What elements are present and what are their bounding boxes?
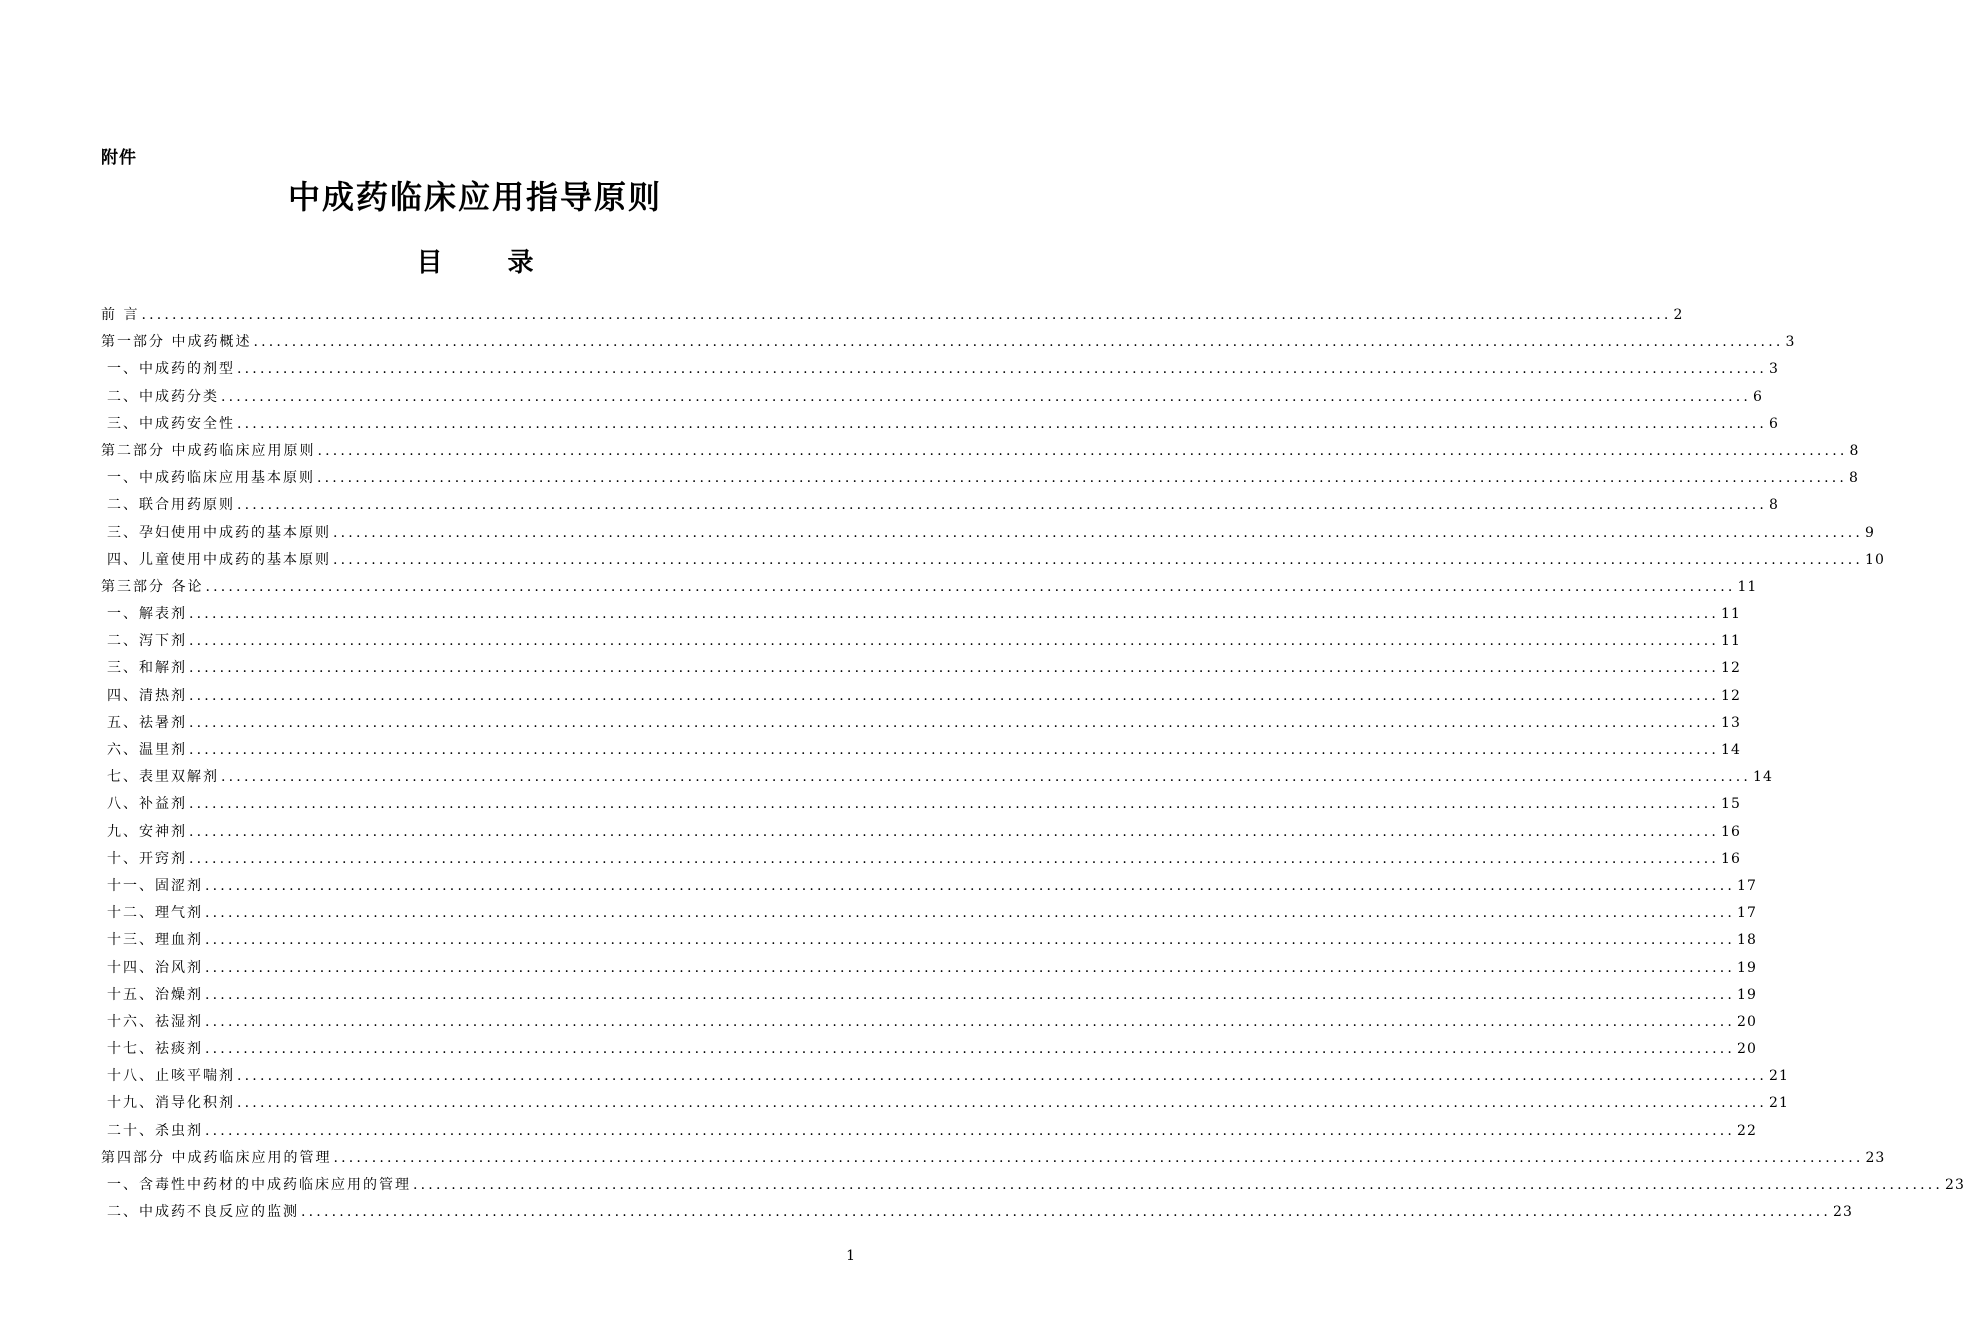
toc-dot-leader: ........................................................................................................................................................................................................: [189, 606, 1720, 623]
toc-entry-page: 17: [1737, 905, 1757, 922]
toc-dot-leader: ........................................................................................................................................................................................................: [205, 905, 1736, 922]
toc-entry-label: 第二部分 中成药临床应用原则: [101, 442, 316, 459]
toc-dot-leader: ........................................................................................................................................................................................................: [205, 877, 1736, 894]
toc-entry[interactable]: [101, 1120, 1757, 1147]
toc-entry-page: 15: [1721, 796, 1741, 813]
toc-entry[interactable]: [101, 848, 1741, 875]
toc-entry-page: 6: [1753, 388, 1763, 405]
toc-entry-label: 第三部分 各论: [101, 578, 204, 595]
toc-dot-leader: ........................................................................................................................................................................................................: [189, 660, 1720, 677]
toc-entry-page: 13: [1721, 714, 1741, 731]
toc-entry-label: 二、联合用药原则: [107, 497, 235, 514]
toc-dot-leader: ........................................................................................................................................................................................................: [253, 334, 1784, 351]
toc-dot-leader: ........................................................................................................................................................................................................: [237, 1068, 1768, 1085]
toc-entry-page: 11: [1721, 633, 1741, 650]
toc-entry[interactable]: [101, 929, 1757, 956]
toc-dot-leader: ........................................................................................................................................................................................................: [205, 1013, 1736, 1030]
toc-entry-label: 前 言: [101, 307, 140, 323]
toc-entry-label: 十五、治燥剂: [107, 986, 203, 1003]
toc-entry[interactable]: [101, 549, 1885, 576]
document-title: 中成药临床应用指导原则: [287, 178, 662, 216]
toc-dot-leader: ........................................................................................................................................................................................................: [189, 687, 1720, 704]
toc-dot-leader: ........................................................................................................................................................................................................: [189, 714, 1720, 731]
toc-dot-leader: ........................................................................................................................................................................................................: [141, 307, 1672, 323]
toc-entry[interactable]: [101, 1147, 1886, 1174]
toc-entry-label: 十七、祛痰剂: [107, 1041, 203, 1058]
toc-entry-page: 2: [1673, 307, 1684, 323]
toc-dot-leader: ........................................................................................................................................................................................................: [205, 1122, 1736, 1139]
toc-entry-page: 16: [1721, 823, 1741, 840]
toc-dot-leader: ........................................................................................................................................................................................................: [301, 1204, 1832, 1221]
page-number: 1: [846, 1248, 855, 1264]
toc-entry[interactable]: [101, 386, 1763, 413]
toc-dot-leader: ........................................................................................................................................................................................................: [237, 1095, 1768, 1112]
toc-entry-label: 一、解表剂: [107, 606, 187, 623]
toc-entry[interactable]: [101, 657, 1741, 684]
toc-entry-label: 十二、理气剂: [107, 905, 203, 922]
toc-entry[interactable]: [101, 793, 1741, 820]
toc-entry-page: 9: [1865, 524, 1875, 541]
toc-dot-leader: ........................................................................................................................................................................................................: [237, 361, 1768, 378]
toc-entry[interactable]: [101, 413, 1779, 440]
toc-entry-page: 14: [1721, 742, 1741, 758]
toc-dot-leader: ........................................................................................................................................................................................................: [189, 796, 1720, 813]
toc-entry[interactable]: [101, 957, 1757, 984]
toc-dot-leader: ........................................................................................................................................................................................................: [189, 850, 1720, 867]
toc-entry-label: 十三、理血剂: [107, 932, 203, 949]
toc-dot-leader: ........................................................................................................................................................................................................: [205, 986, 1736, 1003]
toc-entry-label: 二、泻下剂: [107, 633, 187, 650]
toc-entry-label: 一、中成药的剂型: [107, 361, 235, 378]
toc-dot-leader: ........................................................................................................................................................................................................: [189, 633, 1720, 650]
toc-entry-page: 11: [1721, 606, 1741, 623]
table-of-contents: [101, 304, 1965, 1228]
toc-entry-label: 五、祛暑剂: [107, 714, 187, 731]
toc-entry-page: 19: [1737, 959, 1757, 976]
toc-entry-page: 20: [1737, 1013, 1757, 1030]
toc-entry-label: 一、含毒性中药材的中成药临床应用的管理: [107, 1177, 411, 1193]
toc-entry-label: 十四、治风剂: [107, 959, 203, 976]
toc-dot-leader: ........................................................................................................................................................................................................: [333, 1149, 1864, 1166]
toc-entry-label: 八、补益剂: [107, 796, 187, 813]
toc-entry-label: 四、清热剂: [107, 687, 187, 704]
toc-dot-leader: ........................................................................................................................................................................................................: [237, 497, 1768, 514]
toc-dot-leader: ........................................................................................................................................................................................................: [333, 551, 1864, 568]
toc-entry-page: 16: [1721, 850, 1741, 867]
toc-entry-label: 三、和解剂: [107, 660, 187, 677]
toc-entry-label: 第一部分 中成药概述: [101, 334, 252, 351]
attachment-label: 附件: [101, 148, 137, 168]
toc-entry[interactable]: [101, 1092, 1789, 1119]
toc-entry-page: 8: [1849, 442, 1860, 459]
toc-entry-page: 14: [1753, 769, 1773, 786]
toc-entry-page: 3: [1785, 334, 1796, 351]
toc-entry-label: 第四部分 中成药临床应用的管理: [101, 1149, 332, 1166]
toc-entry[interactable]: [101, 875, 1757, 902]
toc-entry-page: 8: [1849, 470, 1859, 487]
toc-entry[interactable]: [101, 358, 1779, 385]
toc-entry-page: 18: [1737, 932, 1757, 949]
toc-entry[interactable]: [101, 984, 1757, 1011]
toc-entry[interactable]: [101, 1011, 1757, 1038]
toc-entry-label: 十一、固涩剂: [107, 877, 203, 894]
toc-dot-leader: ........................................................................................................................................................................................................: [205, 1041, 1736, 1058]
toc-entry[interactable]: [101, 576, 1758, 603]
toc-heading: 目 录: [416, 248, 562, 278]
toc-entry-label: 六、温里剂: [107, 742, 187, 758]
toc-entry-label: 二十、杀虫剂: [107, 1122, 203, 1139]
toc-entry-page: 17: [1737, 877, 1757, 894]
toc-entry[interactable]: [101, 494, 1779, 521]
toc-dot-leader: ........................................................................................................................................................................................................: [205, 932, 1736, 949]
toc-entry-label: 三、中成药安全性: [107, 415, 235, 432]
toc-entry-page: 21: [1769, 1068, 1789, 1085]
toc-entry-page: 23: [1833, 1204, 1853, 1221]
toc-dot-leader: ........................................................................................................................................................................................................: [413, 1177, 1944, 1193]
toc-entry-page: 12: [1721, 660, 1741, 677]
toc-entry[interactable]: [101, 522, 1875, 549]
toc-entry[interactable]: [101, 712, 1741, 739]
toc-entry-page: 23: [1945, 1177, 1965, 1193]
toc-entry[interactable]: [101, 766, 1773, 793]
toc-dot-leader: ........................................................................................................................................................................................................: [221, 769, 1752, 786]
toc-entry-label: 四、儿童使用中成药的基本原则: [107, 551, 331, 568]
toc-entry-page: 19: [1737, 986, 1757, 1003]
toc-dot-leader: ........................................................................................................................................................................................................: [237, 415, 1768, 432]
toc-entry-page: 10: [1865, 551, 1885, 568]
toc-entry[interactable]: [101, 440, 1860, 467]
toc-dot-leader: ........................................................................................................................................................................................................: [205, 578, 1736, 595]
toc-entry-page: 21: [1769, 1095, 1789, 1112]
toc-entry-page: 12: [1721, 687, 1741, 704]
toc-dot-leader: ........................................................................................................................................................................................................: [317, 442, 1848, 459]
toc-entry-label: 七、表里双解剂: [107, 769, 219, 786]
toc-entry-label: 九、安神剂: [107, 823, 187, 840]
toc-entry[interactable]: [101, 902, 1757, 929]
toc-entry[interactable]: [101, 821, 1741, 848]
toc-entry-label: 十六、祛湿剂: [107, 1013, 203, 1030]
toc-entry-page: 6: [1769, 415, 1779, 432]
toc-entry[interactable]: [101, 304, 1684, 331]
toc-dot-leader: ........................................................................................................................................................................................................: [205, 959, 1736, 976]
toc-entry[interactable]: [101, 1174, 1965, 1201]
toc-entry-label: 二、中成药分类: [107, 388, 219, 405]
toc-entry[interactable]: [101, 1201, 1853, 1228]
toc-entry[interactable]: [101, 630, 1741, 657]
toc-entry-label: 三、孕妇使用中成药的基本原则: [107, 524, 331, 541]
toc-dot-leader: ........................................................................................................................................................................................................: [189, 823, 1720, 840]
toc-entry-label: 十、开窍剂: [107, 850, 187, 867]
toc-entry-label: 二、中成药不良反应的监测: [107, 1204, 299, 1221]
toc-entry[interactable]: [101, 603, 1741, 630]
toc-entry[interactable]: [101, 1065, 1789, 1092]
toc-entry-label: 十八、止咳平喘剂: [107, 1068, 235, 1085]
toc-dot-leader: ........................................................................................................................................................................................................: [189, 742, 1720, 758]
toc-entry-label: 一、中成药临床应用基本原则: [107, 470, 315, 487]
toc-entry[interactable]: [101, 739, 1741, 766]
toc-entry-page: 23: [1865, 1149, 1886, 1166]
toc-entry[interactable]: [101, 331, 1796, 358]
toc-entry-page: 20: [1737, 1041, 1757, 1058]
toc-dot-leader: ........................................................................................................................................................................................................: [333, 524, 1864, 541]
toc-entry-page: 22: [1737, 1122, 1757, 1139]
toc-dot-leader: ........................................................................................................................................................................................................: [317, 470, 1848, 487]
toc-entry[interactable]: [101, 685, 1741, 712]
toc-entry[interactable]: [101, 1038, 1757, 1065]
toc-entry-label: 十九、消导化积剂: [107, 1095, 235, 1112]
toc-dot-leader: ........................................................................................................................................................................................................: [221, 388, 1752, 405]
toc-entry[interactable]: [101, 467, 1859, 494]
toc-entry-page: 11: [1737, 578, 1758, 595]
toc-entry-page: 3: [1769, 361, 1779, 378]
toc-entry-page: 8: [1769, 497, 1779, 514]
